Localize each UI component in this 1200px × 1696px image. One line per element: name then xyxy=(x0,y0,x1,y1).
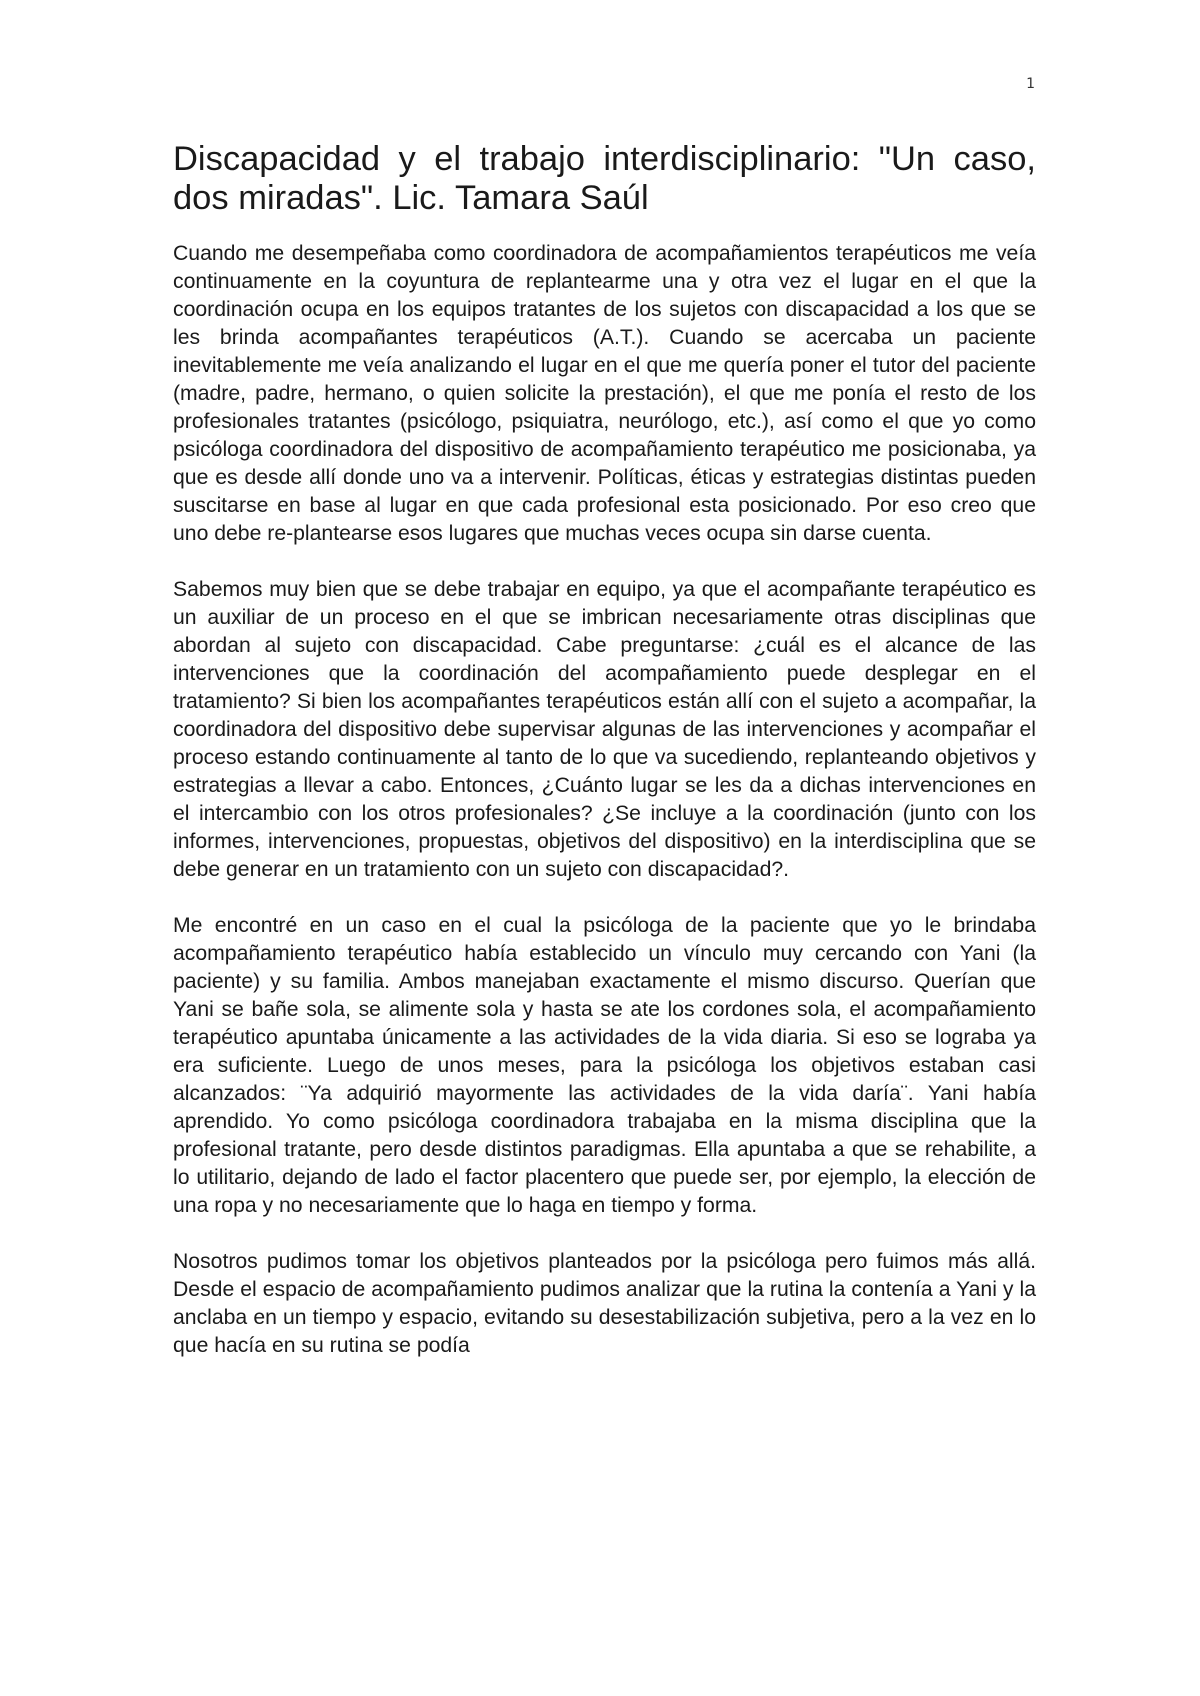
document-title: Discapacidad y el trabajo interdisciplinario: "Un caso, dos miradas". Lic. Tamara Saúl xyxy=(173,140,1036,217)
document-body xyxy=(173,140,1036,1388)
paragraph: Cuando me desempeñaba como coordinadora de acompañamientos terapéuticos me veía continuamente en la coyuntura de replantearme una y otra vez el lugar en el que la coordinación ocupa en los equipos tratantes de los sujetos con discapacidad a los que se les brinda acompañantes terapéuticos (A.T.). Cuando se acercaba un paciente inevitablemente me veía analizando el lugar en el que me quería poner el tutor del paciente (madre, padre, hermano, o quien solicite la prestación), el que me ponía el resto de los profesionales tratantes (psicólogo, psiquiatra, neurólogo, etc.), así como el que yo como psicóloga coordinadora del dispositivo de acompañamiento terapéutico me posicionaba, ya que es desde allí donde uno va a intervenir. Políticas, éticas y estrategias distintas pueden suscitarse en base al lugar en que cada profesional esta posicionado. Por eso creo que uno debe re-plantearse esos lugares que muchas veces ocupa sin darse cuenta. xyxy=(173,242,1036,545)
paragraph: Nosotros pudimos tomar los objetivos planteados por la psicóloga pero fuimos más allá. Desde el espacio de acompañamiento pudimos analizar que la rutina la contenía a Yani y la anclaba en un tiempo y espacio, evitando su desestabilización subjetiva, pero a la vez en lo que hacía en su rutina se podía xyxy=(173,1250,1036,1357)
page-number: 1 xyxy=(1026,76,1035,92)
paragraph: Sabemos muy bien que se debe trabajar en equipo, ya que el acompañante terapéutico es un auxiliar de un proceso en el que se imbrican necesariamente otras disciplinas que abordan al sujeto con discapacidad. Cabe preguntarse: ¿cuál es el alcance de las intervenciones que la coordinación del acompañamiento puede desplegar en el tratamiento? Si bien los acompañantes terapéuticos están allí con el sujeto a acompañar, la coordinadora del dispositivo debe supervisar algunas de las intervenciones y acompañar el proceso estando continuamente al tanto de lo que va sucediendo, replanteando objetivos y estrategias a llevar a cabo. Entonces, ¿Cuánto lugar se les da a dichas intervenciones en el intercambio con los otros profesionales? ¿Se incluye a la coordinación (junto con los informes, intervenciones, propuestas, objetivos del dispositivo) en la interdisciplina que se debe generar en un tratamiento con un sujeto con discapacidad?. xyxy=(173,578,1036,881)
paragraph: Me encontré en un caso en el cual la psicóloga de la paciente que yo le brindaba acompañamiento terapéutico había establecido un vínculo muy cercando con Yani (la paciente) y su familia. Ambos manejaban exactamente el mismo discurso. Querían que Yani se bañe sola, se alimente sola y hasta se ate los cordones sola, el acompañamiento terapéutico apuntaba únicamente a las actividades de la vida diaria. Si eso se lograba ya era suficiente. Luego de unos meses, para la psicóloga los objetivos estaban casi alcanzados: ¨Ya adquirió mayormente las actividades de la vida daría¨. Yani había aprendido. Yo como psicóloga coordinadora trabajaba en la misma disciplina que la profesional tratante, pero desde distintos paradigmas. Ella apuntaba a que se rehabilite, a lo utilitario, dejando de lado el factor placentero que puede ser, por ejemplo, la elección de una ropa y no necesariamente que lo haga en tiempo y forma. xyxy=(173,914,1036,1217)
